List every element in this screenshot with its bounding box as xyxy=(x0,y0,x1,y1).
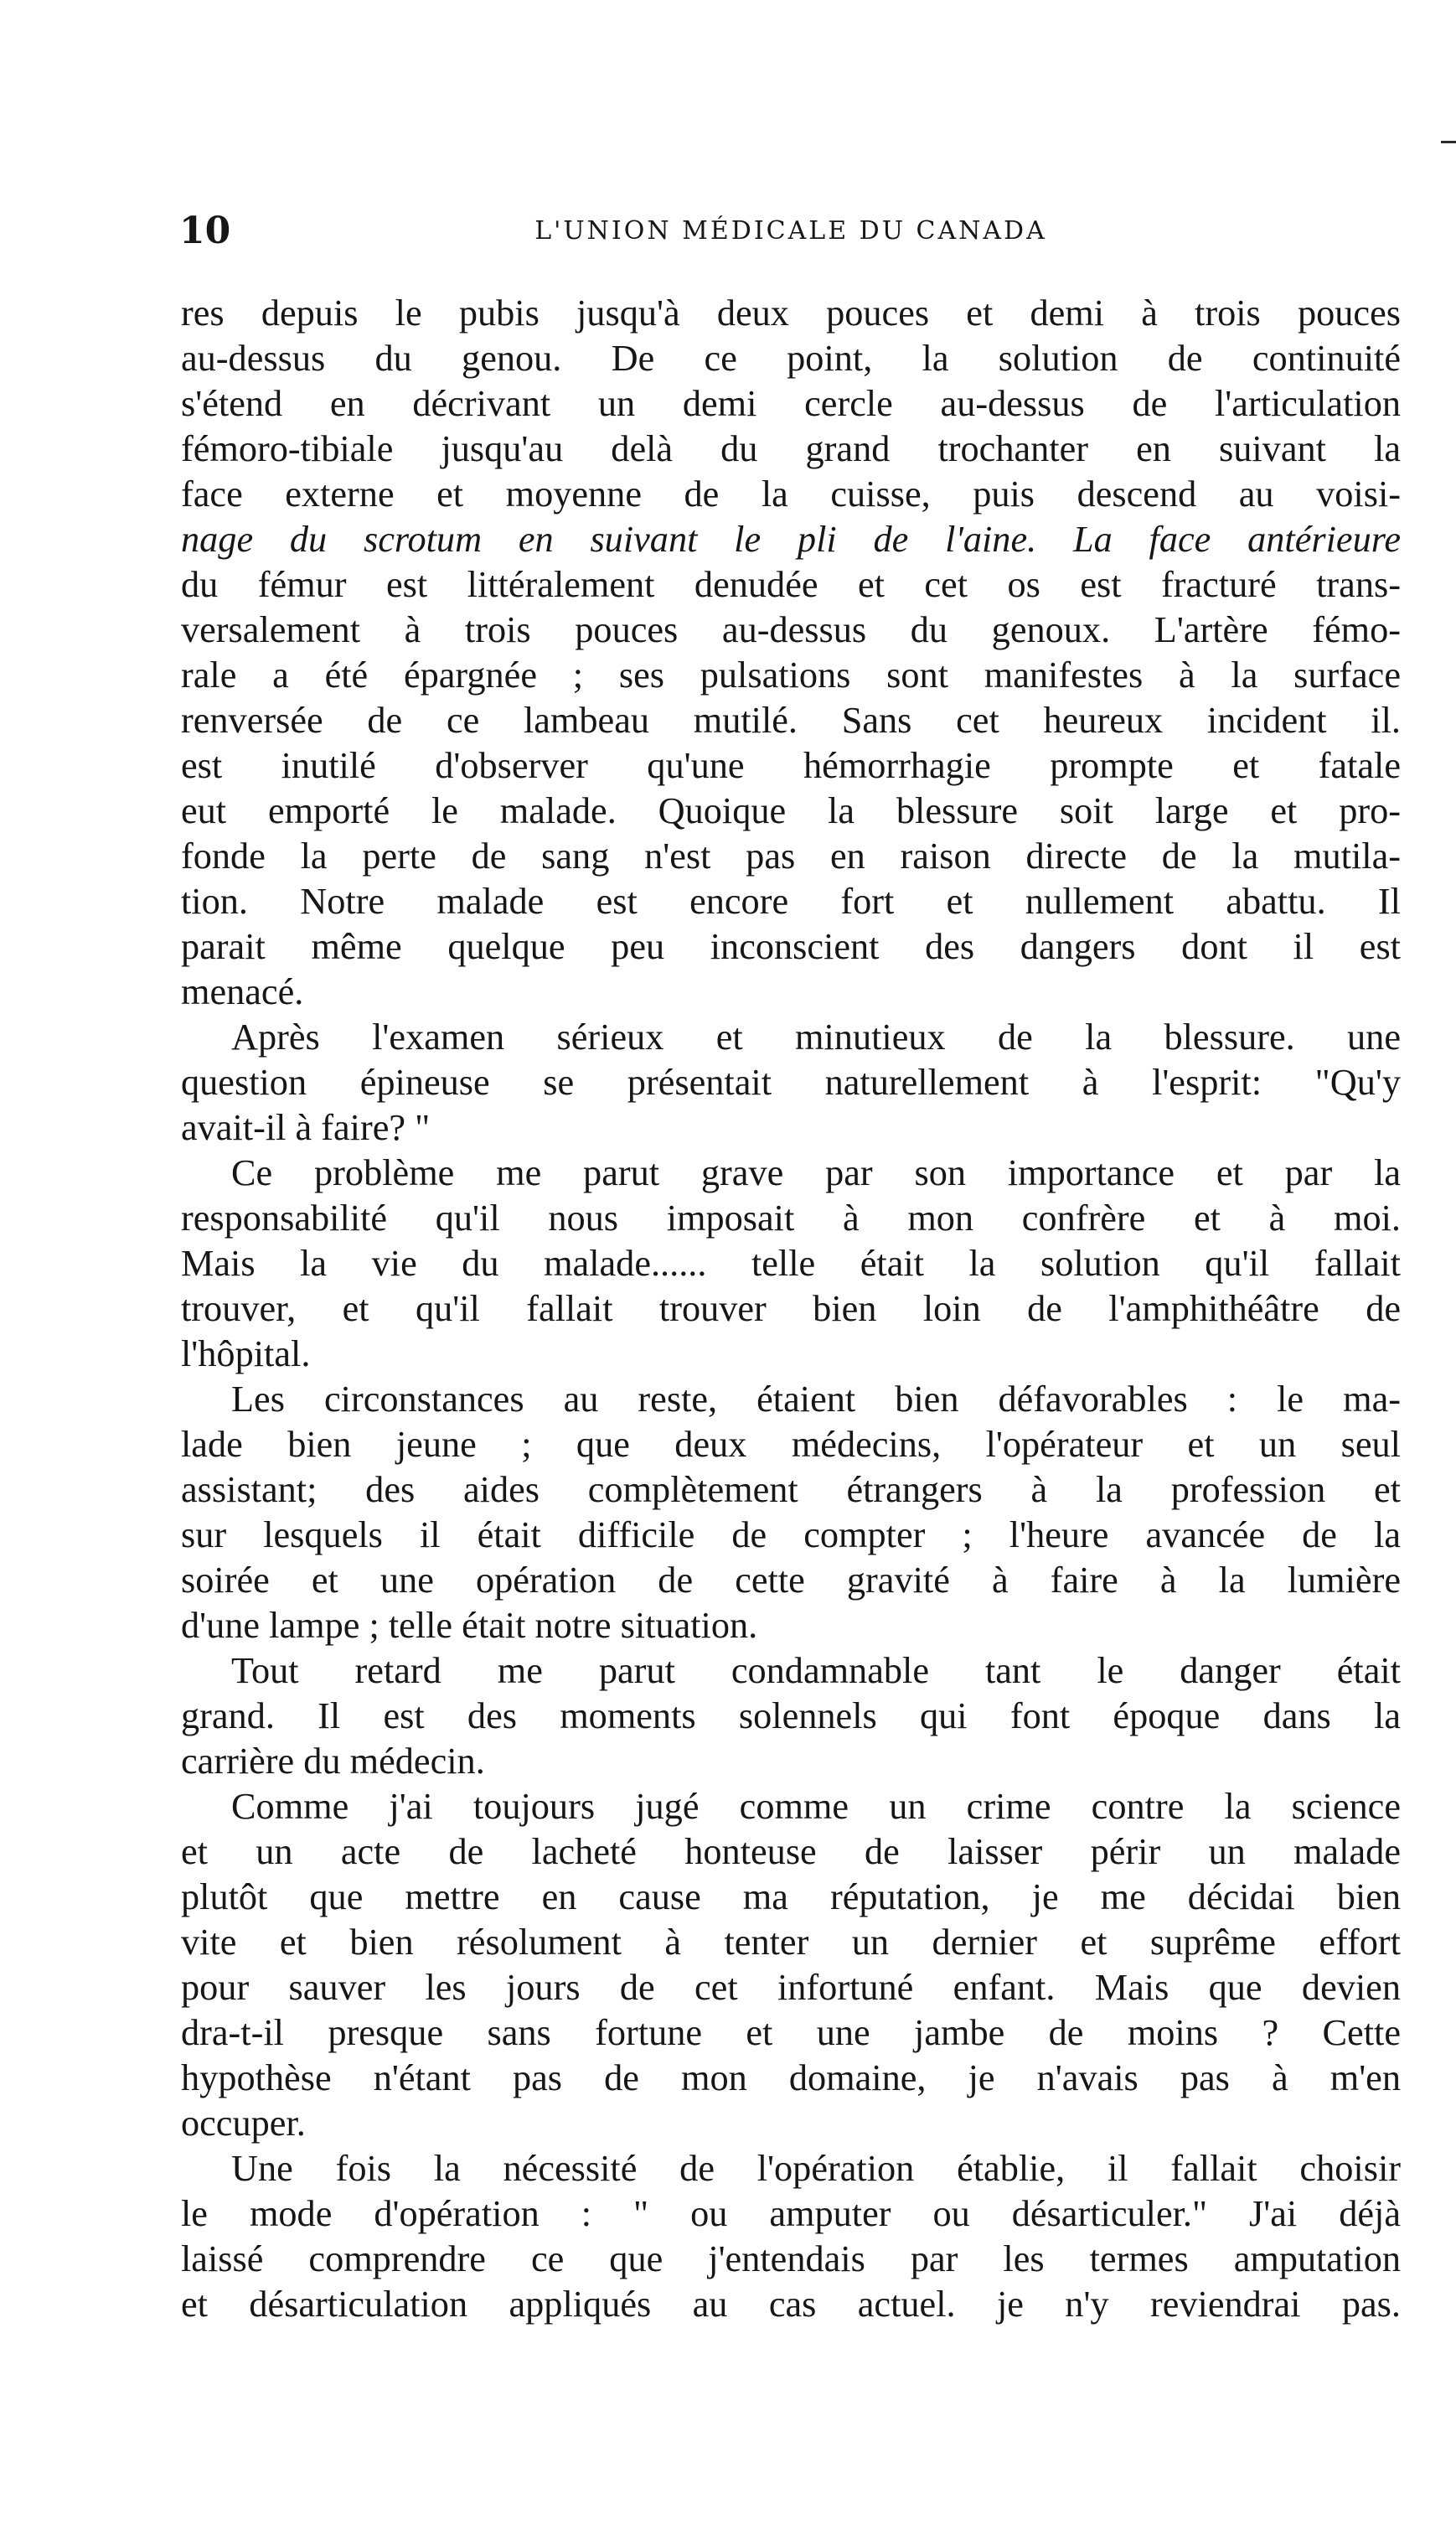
text-line: nage du scrotum en suivant le pli de l'aine. La face antérieure xyxy=(181,519,1401,560)
text-line: du fémur est littéralement denudée et cet os est fracturé trans- xyxy=(181,564,1401,605)
text-line: fonde la perte de sang n'est pas en raison directe de la mutila- xyxy=(181,836,1401,877)
text-line: rale a été épargnée ; ses pulsations sont manifestes à la surface xyxy=(181,654,1401,696)
text-line: Ce problème me parut grave par son importance et par la xyxy=(231,1152,1401,1193)
text-line: lade bien jeune ; que deux médecins, l'opérateur et un seul xyxy=(181,1424,1401,1465)
text-line: menacé. xyxy=(181,971,304,1012)
text-line: question épineuse se présentait naturellement à l'esprit: "Qu'y xyxy=(181,1062,1401,1103)
text-line: sur lesquels il était difficile de compter ; l'heure avancée de la xyxy=(181,1514,1401,1555)
text-line: versalement à trois pouces au-dessus du genoux. L'artère fémo- xyxy=(181,609,1401,650)
text-line: et désarticulation appliqués au cas actuel. je n'y reviendrai pas. xyxy=(181,2284,1401,2325)
body-text xyxy=(181,291,1401,2327)
text-line: Tout retard me parut condamnable tant le danger était xyxy=(231,1650,1401,1691)
text-line: renversée de ce lambeau mutilé. Sans cet heureux incident il. xyxy=(181,700,1401,741)
text-line: tion. Notre malade est encore fort et nullement abattu. Il xyxy=(181,881,1401,922)
text-line: Mais la vie du malade...... telle était la solution qu'il fallait xyxy=(181,1243,1401,1284)
text-line: laissé comprendre ce que j'entendais par les termes amputation xyxy=(181,2238,1401,2279)
text-line: hypothèse n'étant pas de mon domaine, je n'avais pas à m'en xyxy=(181,2057,1401,2098)
text-line: soirée et une opération de cette gravité à faire à la lumière xyxy=(181,1560,1401,1601)
text-line: plutôt que mettre en cause ma réputation, je me décidai bien xyxy=(181,1876,1401,1917)
text-line: trouver, et qu'il fallait trouver bien loin de l'amphithéâtre de xyxy=(181,1288,1401,1329)
text-line: au-dessus du genou. De ce point, la solution de continuité xyxy=(181,338,1401,379)
text-line: assistant; des aides complètement étrangers à la profession et xyxy=(181,1469,1401,1510)
text-line: Après l'examen sérieux et minutieux de la blessure. une xyxy=(231,1017,1401,1058)
text-line: est inutilé d'observer qu'une hémorrhagie prompte et fatale xyxy=(181,745,1401,786)
text-line: fémoro-tibiale jusqu'au delà du grand trochanter en suivant la xyxy=(181,428,1401,469)
page-edge-mark xyxy=(1441,141,1456,143)
text-line: responsabilité qu'il nous imposait à mon confrère et à moi. xyxy=(181,1198,1401,1239)
text-line: carrière du médecin. xyxy=(181,1741,485,1782)
text-line: occuper. xyxy=(181,2103,306,2144)
text-line: Les circonstances au reste, étaient bien défavorables : le ma- xyxy=(231,1379,1401,1420)
journal-title: L'UNION MÉDICALE DU CANADA xyxy=(534,216,1047,246)
text-line: avait-il à faire? " xyxy=(181,1107,431,1148)
running-head xyxy=(179,206,1402,256)
text-line: eut emporté le malade. Quoique la blessure soit large et pro- xyxy=(181,790,1401,831)
text-line: pour sauver les jours de cet infortuné enfant. Mais que devien xyxy=(181,1967,1401,2008)
text-line: grand. Il est des moments solennels qui font époque dans la xyxy=(181,1695,1401,1736)
text-line: l'hôpital. xyxy=(181,1333,311,1374)
text-line: parait même quelque peu inconscient des dangers dont il est xyxy=(181,926,1401,967)
text-line: d'une lampe ; telle était notre situation. xyxy=(181,1605,758,1646)
text-line: dra-t-il presque sans fortune et une jambe de moins ? Cette xyxy=(181,2012,1401,2053)
text-line: res depuis le pubis jusqu'à deux pouces et demi à trois pouces xyxy=(181,292,1401,334)
page-number: 10 xyxy=(179,210,231,252)
text-line: Comme j'ai toujours jugé comme un crime contre la science xyxy=(231,1786,1401,1827)
text-line: Une fois la nécessité de l'opération établie, il fallait choisir xyxy=(231,2148,1401,2189)
text-line: le mode d'opération : " ou amputer ou désarticuler." J'ai déjà xyxy=(181,2193,1401,2234)
text-line: vite et bien résolument à tenter un dernier et suprême effort xyxy=(181,1922,1401,1963)
text-line: face externe et moyenne de la cuisse, puis descend au voisi- xyxy=(181,473,1401,515)
text-line: et un acte de lacheté honteuse de laisser périr un malade xyxy=(181,1831,1401,1872)
text-line: s'étend en décrivant un demi cercle au-dessus de l'articulation xyxy=(181,383,1401,424)
